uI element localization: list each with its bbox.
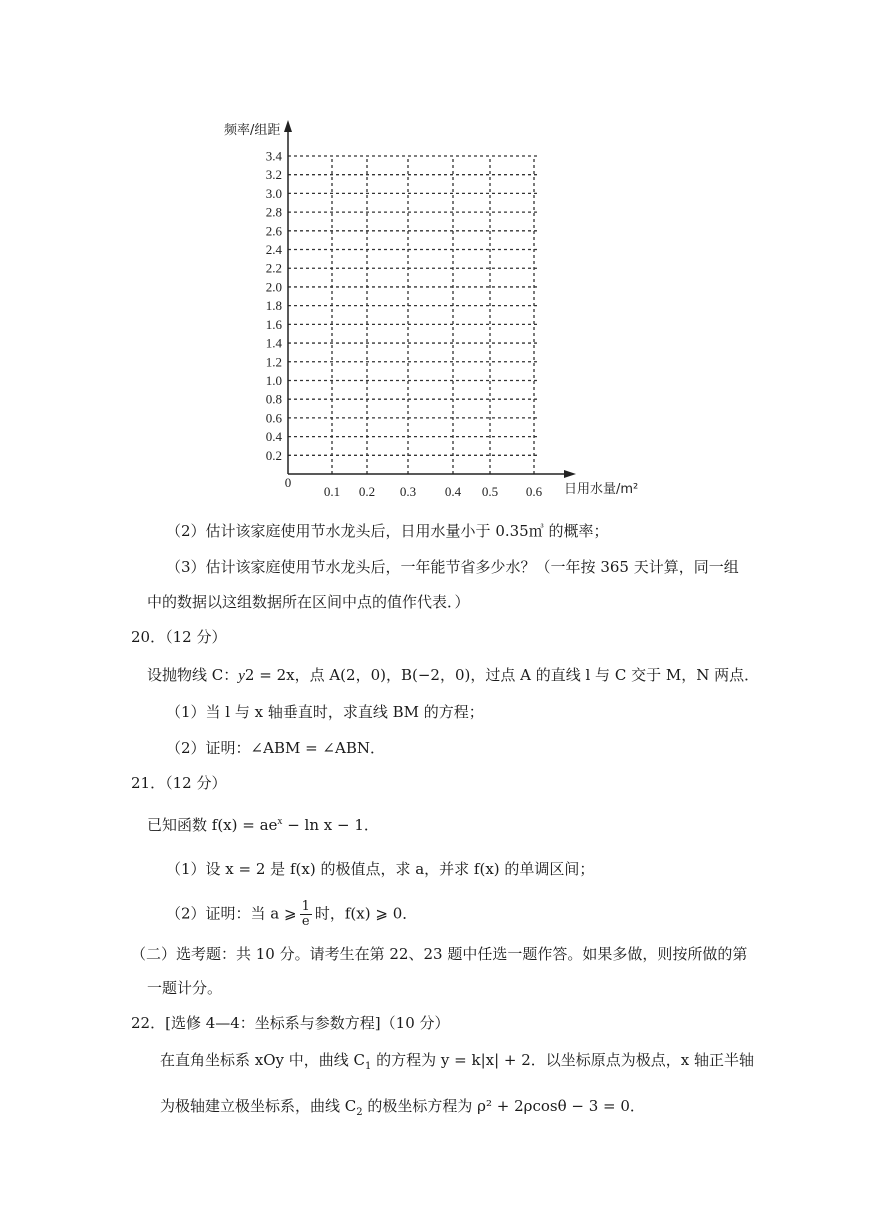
x-tick-label: 0.6	[525, 484, 543, 499]
q22-line1-lead: 在直角坐标系 xOy 中，曲线 C	[160, 1051, 366, 1069]
q20-stem-y: y	[238, 668, 245, 684]
y-tick-label: 1.6	[265, 316, 282, 332]
q22-line1	[160, 1049, 754, 1078]
y-tick-label: 2.2	[265, 260, 282, 276]
y-tick-label: 2.4	[265, 242, 282, 258]
q22-line1-rest: 的方程为 y = k|x| + 2．以坐标原点为极点，x 轴正半轴	[371, 1051, 755, 1069]
frequency-histogram-grid	[210, 112, 670, 502]
q21-part2	[166, 900, 417, 929]
q20-part2: （2）证明：∠ABM = ∠ABN．	[166, 739, 385, 757]
y-tick-label: 2.8	[265, 204, 282, 220]
origin-label: 0	[284, 475, 292, 490]
q20-part1: （1）当 l 与 x 轴垂直时，求直线 BM 的方程；	[166, 703, 484, 721]
q21-stem-lead: 已知函数 f(x) = ae	[147, 816, 278, 834]
fraction-denominator: e	[301, 914, 310, 929]
y-tick-label: 0.8	[265, 391, 282, 407]
q19-part3-line2: 中的数据以这组数据所在区间中点的值作代表．）	[147, 593, 470, 611]
y-tick-label: 2.6	[265, 223, 282, 239]
q19-part3-line1: （3）估计该家庭使用节水龙头后，一年能节省多少水？（一年按 365 天计算，同一组	[166, 558, 739, 576]
y-tick-label: 3.2	[265, 167, 282, 183]
x-tick-label: 0.4	[444, 484, 462, 499]
y-tick-label: 3.0	[265, 185, 282, 201]
q21-part1: （1）设 x = 2 是 f(x) 的极值点，求 a，并求 f(x) 的单调区间；	[166, 860, 595, 878]
q22-line2-lead: 为极轴建立极坐标系，曲线 C	[160, 1097, 357, 1115]
q20-stem-lead: 设抛物线 C：	[147, 666, 239, 684]
y-axis-title: 频率/组距	[224, 123, 281, 138]
q20-stem-rest: 2 = 2x，点 A(2，0)，B(−2，0)，过点 A 的直线 l 与 C 交于 M，N 两点．	[244, 666, 760, 684]
q21-stem	[147, 811, 379, 836]
x-tick-label: 0.3	[399, 484, 417, 499]
q21-part2-rest: 时，f(x) ⩾ 0．	[314, 904, 418, 923]
y-tick-label: 0.4	[265, 429, 282, 445]
q21-stem-exp: x	[277, 816, 283, 827]
q22-heading: 22．[选修 4—4：坐标系与参数方程]（10 分）	[131, 1014, 450, 1032]
fraction-numerator: 1	[301, 899, 310, 914]
y-axis-arrow-icon	[284, 120, 292, 132]
q22-c2-subscript: 2	[356, 1107, 363, 1118]
y-tick-label: 0.6	[265, 410, 282, 426]
x-axis-arrow-icon	[564, 470, 576, 478]
one-over-e-fraction	[300, 900, 312, 929]
x-tick-label: 0.2	[358, 484, 376, 499]
q22-line2	[160, 1095, 645, 1124]
q21-stem-rest: − ln x − 1．	[282, 816, 379, 834]
y-tick-label: 1.2	[265, 354, 282, 370]
q22-c1-subscript: 1	[365, 1061, 372, 1072]
x-tick-label: 0.1	[323, 484, 341, 499]
y-tick-label: 1.4	[265, 335, 282, 351]
x-tick-label: 0.5	[481, 484, 499, 499]
q21-heading: 21．（12 分）	[131, 774, 227, 792]
q20-stem	[147, 664, 759, 687]
elective-intro-line2: 一题计分。	[147, 979, 223, 997]
q22-line2-rest: 的极坐标方程为 ρ² + 2ρcosθ − 3 = 0．	[362, 1097, 645, 1115]
q21-part2-lead: （2）证明：当 a ⩾	[166, 904, 297, 923]
q19-part2: （2）估计该家庭使用节水龙头后，日用水量小于 0.35㎥ 的概率；	[166, 522, 609, 540]
y-tick-label: 1.8	[265, 298, 282, 314]
q20-heading: 20．（12 分）	[131, 628, 227, 646]
y-tick-label: 1.0	[265, 372, 282, 388]
elective-intro-line1: （二）选考题：共 10 分。请考生在第 22、23 题中任选一题作答。如果多做，则按所做的第	[131, 945, 748, 963]
y-tick-label: 0.2	[265, 447, 282, 463]
y-tick-label: 2.0	[265, 279, 282, 295]
x-axis-title: 日用水量/m²	[564, 482, 639, 497]
y-tick-label: 3.4	[265, 148, 282, 164]
